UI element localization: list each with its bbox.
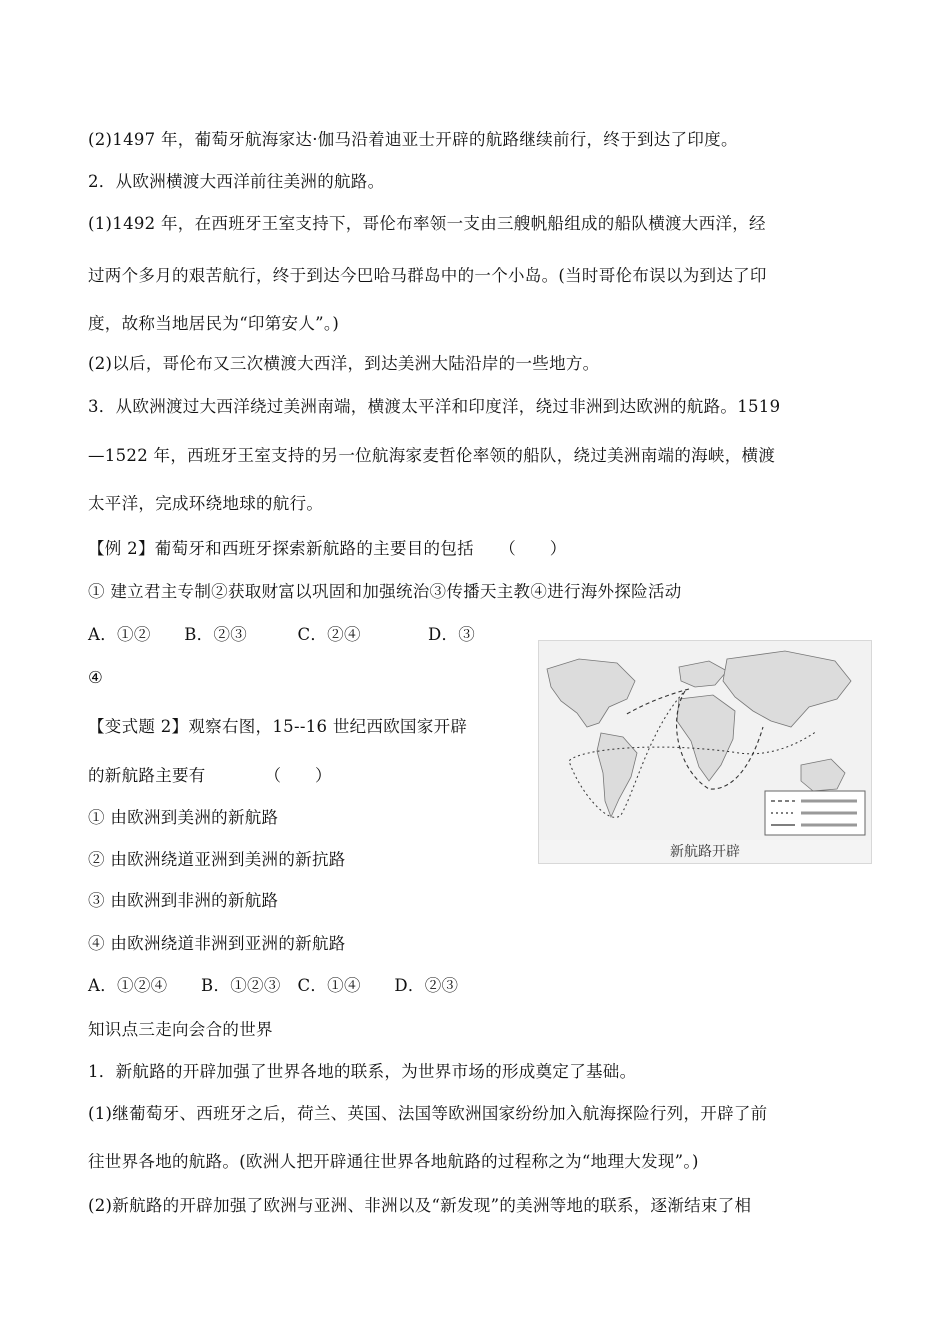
text-line: ① 建立君主专制②获取财富以巩固和加强统治③传播天主教④进行海外探险活动 <box>88 582 682 601</box>
text-line: A．①② B．②③ C．②④ D．③ <box>88 625 476 644</box>
text-line: 1．新航路的开辟加强了世界各地的联系，为世界市场的形成奠定了基础。 <box>88 1062 637 1081</box>
text-line: 往世界各地的航路。(欧洲人把开辟通往世界各地航路的过程称之为“地理大发现”。) <box>88 1152 699 1171</box>
text-line: (2)以后，哥伦布又三次横渡大西洋，到达美洲大陆沿岸的一些地方。 <box>88 354 600 373</box>
world-map-illustration <box>539 641 871 841</box>
text-line: 过两个多月的艰苦航行，终于到达今巴哈马群岛中的一个小岛。(当时哥伦布误以为到达了印 <box>88 266 767 285</box>
text-line: 的新航路主要有 （ ） <box>88 766 332 785</box>
text-line: (2)1497 年，葡萄牙航海家达·伽马沿着迪亚士开辟的航路继续前行，终于到达了印度。 <box>88 130 738 149</box>
text-line: 太平洋，完成环绕地球的航行。 <box>88 494 324 513</box>
text-line: ③ 由欧洲到非洲的新航路 <box>88 891 279 910</box>
text-line: ④ 由欧洲绕道非洲到亚洲的新航路 <box>88 934 346 953</box>
text-line: 【变式题 2】观察右图，15--16 世纪西欧国家开辟 <box>88 717 468 736</box>
text-line: ④ <box>88 668 104 687</box>
text-line: (1)1492 年，在西班牙王室支持下，哥伦布率领一支由三艘帆船组成的船队横渡大西洋，经 <box>88 214 766 233</box>
text-line: ② 由欧洲绕道亚洲到美洲的新抗路 <box>88 850 346 869</box>
new-sea-routes-map <box>538 640 872 864</box>
text-line: 3．从欧洲渡过大西洋绕过美洲南端，横渡太平洋和印度洋，绕过非洲到达欧洲的航路。1519 <box>88 397 781 416</box>
text-line: 【例 2】葡萄牙和西班牙探索新航路的主要目的包括 （ ） <box>88 539 567 558</box>
text-line: —1522 年，西班牙王室支持的另一位航海家麦哲伦率领的船队，绕过美洲南端的海峡，横渡 <box>88 446 776 465</box>
text-line: ① 由欧洲到美洲的新航路 <box>88 808 279 827</box>
text-line: 度，故称当地居民为“印第安人”。) <box>88 314 340 333</box>
map-caption: 新航路开辟 <box>539 840 871 861</box>
text-line: A．①②④ B．①②③ C．①④ D．②③ <box>88 976 459 995</box>
text-line: (2)新航路的开辟加强了欧洲与亚洲、非洲以及“新发现”的美洲等地的联系，逐渐结束了相 <box>88 1196 752 1215</box>
text-line: 2．从欧洲横渡大西洋前往美洲的航路。 <box>88 172 385 191</box>
text-line: 知识点三走向会合的世界 <box>88 1020 273 1039</box>
text-line: (1)继葡萄牙、西班牙之后，荷兰、英国、法国等欧洲国家纷纷加入航海探险行列，开辟了前 <box>88 1104 768 1123</box>
